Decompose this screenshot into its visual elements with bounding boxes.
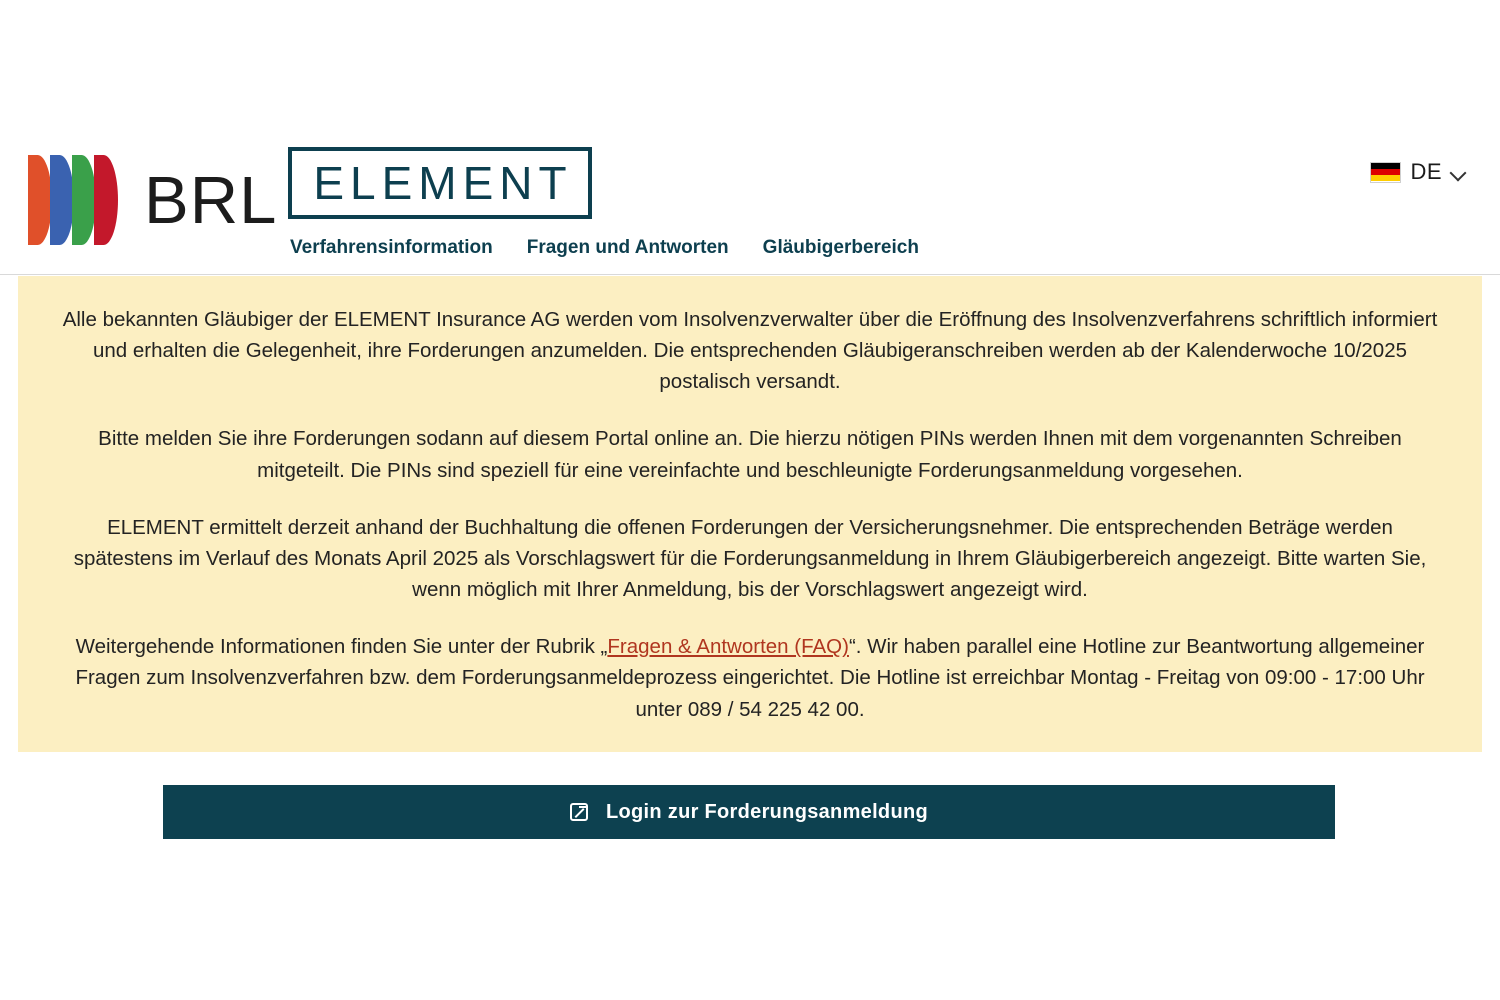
brl-marks-icon bbox=[28, 155, 130, 245]
language-selector[interactable] bbox=[1370, 159, 1466, 185]
notice-paragraph-2: Bitte melden Sie ihre Forderungen sodann auf diesem Portal online an. Die hierzu nötigen PINs werden Ihnen mit dem vorgenannten Schreiben mitgeteilt. Die PINs sind speziell für eine vereinfachte und beschleunigte Forderungsanmeldung vorgesehen. bbox=[98, 427, 1402, 482]
german-flag-icon bbox=[1370, 162, 1401, 183]
notice-panel bbox=[18, 276, 1482, 752]
site-header bbox=[0, 129, 1500, 275]
nav-item-fragen-und-antworten[interactable]: Fragen und Antworten bbox=[526, 237, 729, 258]
notice-paragraph-1: Alle bekannten Gläubiger der ELEMENT Insurance AG werden vom Insolvenzverwalter über die Eröffnung des Insolvenzverfahrens schriftlich informiert und erhalten die Gelegenheit, ihre Forderungen anzumelden. Die entsprechenden Gläubigeranschreiben werden ab der Kalenderwoche 10/2025 postalisch versandt. bbox=[62, 308, 1438, 394]
external-link-icon bbox=[570, 801, 592, 823]
faq-link[interactable]: Fragen & Antworten (FAQ) bbox=[607, 635, 849, 659]
element-logo[interactable] bbox=[288, 147, 592, 219]
login-forderungsanmeldung-button[interactable] bbox=[163, 785, 1335, 839]
main-navigation bbox=[288, 235, 921, 261]
notice-paragraph-4 bbox=[58, 631, 1442, 724]
brl-logo-text: BRL bbox=[144, 162, 278, 238]
nav-item-verfahrensinformation[interactable]: Verfahrensinformation bbox=[290, 237, 493, 258]
language-code: DE bbox=[1410, 159, 1442, 184]
nav-item-glaeubigerbereich[interactable]: Gläubigerbereich bbox=[762, 237, 919, 258]
brl-logo[interactable] bbox=[28, 150, 278, 250]
element-logo-text: ELEMENT bbox=[313, 157, 573, 209]
notice-text-before-link: Weitergehende Informationen finden Sie unter der Rubrik „ bbox=[75, 635, 608, 659]
login-button-label: Login zur Forderungsanmeldung bbox=[605, 800, 929, 823]
chevron-down-icon bbox=[1451, 165, 1466, 180]
notice-text-after-link: “. Wir haben parallel eine Hotline zur Beantwortung allgemeiner Fragen zum Insolvenzverfahren bzw. dem Forderungsanmeldeprozess eingerichtet. Die Hotline ist erreichbar Montag - Freitag von 09:00 - 17:00 Uhr unter 089 / 54 225 42 00. bbox=[75, 635, 1425, 721]
notice-paragraph-3: ELEMENT ermittelt derzeit anhand der Buchhaltung die offenen Forderungen der Versicherungsnehmer. Die entsprechenden Beträge werden spätestens im Verlauf des Monats April 2025 als Vorschlagswert für die Forderungsanmeldung in Ihrem Gläubigerbereich angezeigt. Bitte warten Sie, wenn möglich mit Ihrer Anmeldung, bis der Vorschlagswert angezeigt wird. bbox=[73, 515, 1427, 602]
